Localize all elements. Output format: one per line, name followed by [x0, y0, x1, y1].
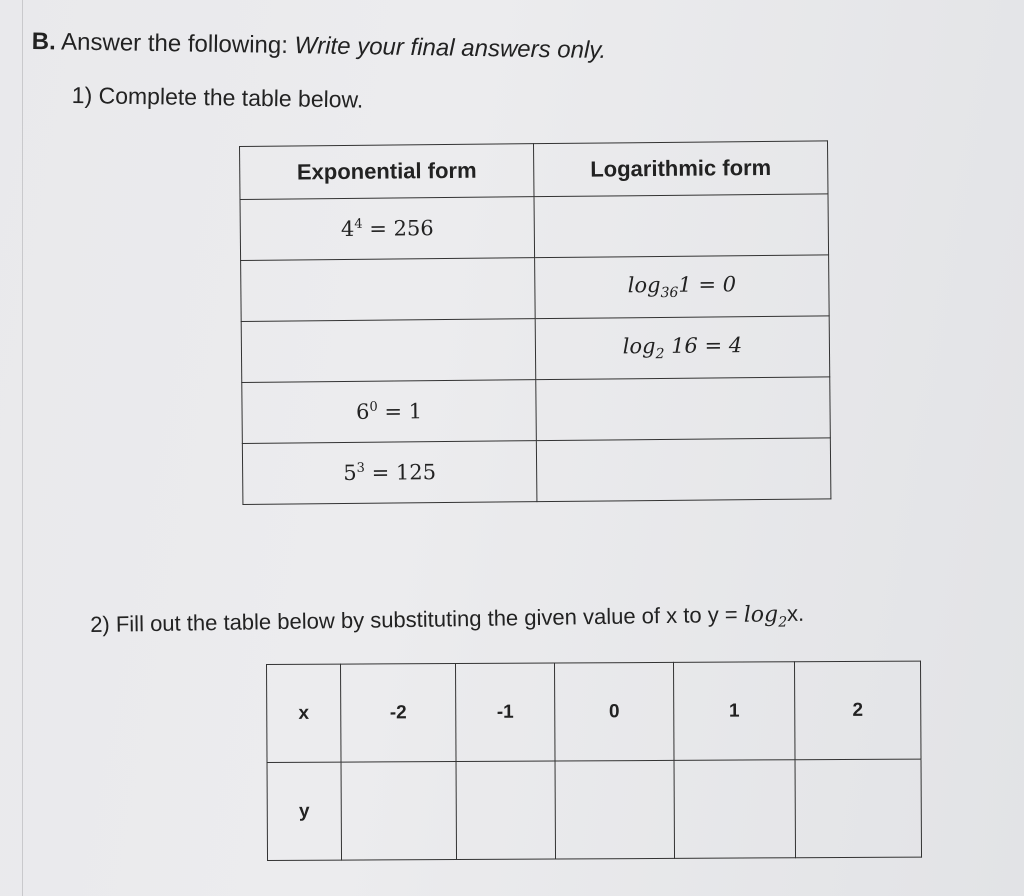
x-value: 2 — [794, 661, 921, 760]
header-exponential: Exponential form — [240, 144, 534, 200]
x-value: 0 — [554, 662, 674, 761]
y-answer-cell[interactable] — [456, 761, 556, 860]
exp-answer-cell[interactable] — [241, 319, 536, 383]
section-letter: B. — [31, 28, 56, 56]
x-row — [267, 661, 922, 762]
question-1-prompt: 1) Complete the table below. — [71, 82, 364, 113]
exp-cell: $4^4 = 256$ — [240, 197, 535, 261]
section-instruction: Write your final answers only. — [294, 32, 607, 65]
section-heading — [32, 28, 607, 65]
exp-answer-cell[interactable] — [241, 258, 536, 322]
table-row — [241, 316, 830, 383]
page-margin-line — [22, 0, 23, 896]
table-row — [242, 438, 831, 505]
y-answer-cell[interactable] — [555, 760, 675, 859]
y-answer-cell[interactable] — [341, 762, 457, 861]
x-label: x — [267, 664, 342, 762]
table-row — [240, 194, 829, 261]
section-title: Answer the following: — [60, 28, 289, 60]
y-answer-cell[interactable] — [795, 759, 922, 858]
log-answer-cell[interactable] — [536, 438, 831, 502]
x-value: -2 — [341, 664, 457, 763]
y-row — [267, 759, 922, 860]
log-cell: $\log_{36}1 = 0$ — [535, 255, 830, 319]
header-logarithmic: Logarithmic form — [533, 141, 827, 197]
conversion-table — [239, 140, 831, 505]
y-label: y — [267, 762, 342, 860]
log-answer-cell[interactable] — [534, 194, 829, 258]
x-value: 1 — [673, 662, 795, 761]
exp-cell: $5^3 = 125$ — [242, 441, 537, 505]
xy-table — [266, 661, 922, 861]
log-answer-cell[interactable] — [536, 377, 831, 441]
table-row — [242, 377, 831, 444]
table-row — [241, 255, 830, 322]
exp-cell: $6^0 = 1$ — [242, 380, 537, 444]
y-answer-cell[interactable] — [674, 760, 796, 859]
log-cell: $\log_2 16 = 4$ — [535, 316, 830, 380]
question-2-prompt: 2) Fill out the table below by substituting the given value of x to $y = \log_2x$. — [90, 600, 805, 637]
x-value: -1 — [456, 663, 556, 762]
